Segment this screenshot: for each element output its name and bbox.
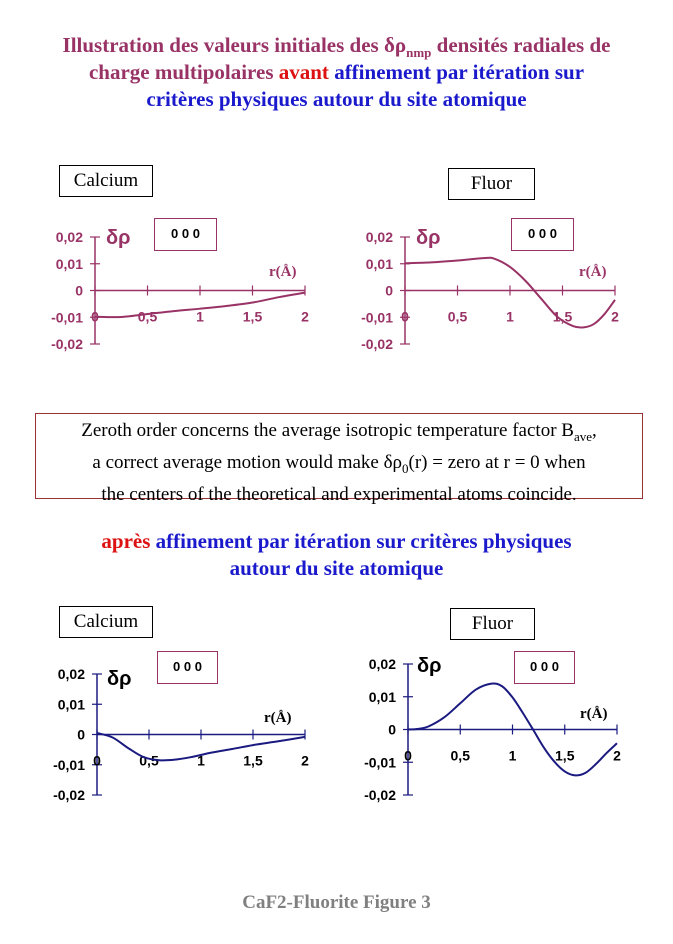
- before-calcium-y-tick-label-3: -0,01: [51, 309, 83, 326]
- after-calcium-x-axis-label: r(Å): [264, 710, 292, 726]
- before-calcium-x-tick-label-2: 1: [196, 308, 204, 325]
- after-fluor-y-tick-label-3: -0,01: [364, 754, 396, 771]
- before-calcium-y-tick-label-1: 0,01: [55, 255, 83, 272]
- note-line-1-text: Zeroth order concerns the average isotropic temperature factor B: [81, 420, 574, 441]
- before-calcium-x-tick-label-1: 0,5: [137, 308, 158, 325]
- before-fluor-y-tick-label-1: 0,01: [365, 255, 393, 272]
- header-line-1-subscript: nmp: [406, 45, 432, 61]
- after-fluor-y-tick-label-4: -0,02: [364, 787, 396, 803]
- after-calcium-x-tick-label-0: 0: [93, 752, 101, 769]
- before-fluor-y-axis-label: δρ: [416, 227, 441, 249]
- fluor-label-bottom: Fluor: [450, 608, 535, 640]
- before-fluor-x-tick-label-1: 0,5: [447, 308, 468, 325]
- before-calcium-y-tick-label-0: 0,02: [55, 229, 83, 245]
- note-line-1-end: ,: [592, 420, 597, 441]
- before-calcium-x-tick-label-0: 0: [91, 308, 99, 325]
- figure-caption: CaF2-Fluorite Figure 3: [242, 892, 431, 913]
- after-calcium-y-tick-label-2: 0: [77, 726, 85, 743]
- note-line-2: [36, 450, 642, 482]
- after-fluor-y-tick-label-0: 0,02: [368, 656, 396, 672]
- before-fluor-y-tick-label-4: -0,02: [361, 336, 393, 352]
- header-line-1-text-end: densités radiales de: [431, 33, 611, 57]
- after-fluor-y-axis-label: δρ: [417, 655, 442, 677]
- after-calcium-x-tick-label-1: 0,5: [139, 752, 159, 769]
- after-line-2: autour du site atomique: [229, 556, 444, 580]
- header-line-2-text-end: affinement par itération sur: [328, 60, 585, 84]
- after-fluor-x-tick-label-4: 2: [613, 747, 621, 764]
- before-fluor-x-tick-label-2: 1: [506, 308, 514, 325]
- after-fluor-y-tick-label-2: 0: [388, 721, 396, 738]
- after-fluor-y-tick-label-1: 0,01: [368, 688, 396, 705]
- after-calcium-x-tick-label-3: 1,5: [243, 752, 263, 769]
- tag-after-fluor: 0 0 0: [514, 651, 575, 684]
- before-fluor-x-tick-label-0: 0: [401, 308, 409, 325]
- tag-after-calcium: 0 0 0: [157, 651, 218, 684]
- before-calcium-x-tick-label-3: 1,5: [242, 308, 263, 325]
- before-calcium-y-tick-label-2: 0: [75, 282, 83, 299]
- tag-before-fluor: 0 0 0: [511, 218, 574, 251]
- note-line-1-subscript: ave: [573, 428, 592, 444]
- before-fluor-y-tick-label-3: -0,01: [361, 309, 393, 326]
- zeroth-order-note: [35, 413, 643, 505]
- after-calcium-y-tick-label-0: 0,02: [57, 666, 85, 682]
- after-line-1: [0, 528, 673, 555]
- after-word: après: [101, 529, 151, 553]
- fluor-label-top: Fluor: [448, 168, 535, 200]
- note-line-2-end: (r) = zero at r = 0 when: [408, 451, 586, 473]
- after-line-1-text: affinement par itération sur critères physiques: [150, 529, 572, 553]
- after-fluor-x-tick-label-2: 1: [508, 747, 517, 764]
- before-fluor-y-tick-label-2: 0: [385, 282, 393, 299]
- before-calcium-y-tick-label-4: -0,02: [51, 336, 83, 352]
- before-fluor-y-tick-label-0: 0,02: [365, 229, 393, 245]
- after-fluor-x-tick-label-0: 0: [404, 747, 412, 764]
- header-line-1-text: Illustration des valeurs initiales des δρ: [62, 33, 407, 57]
- note-line-2-subscript: 0: [402, 460, 409, 476]
- after-fluor-x-axis-label: r(Å): [580, 706, 608, 722]
- after-fluor-x-tick-label-1: 0,5: [450, 747, 470, 764]
- after-calcium-x-tick-label-2: 1: [197, 752, 205, 769]
- before-fluor-x-tick-label-3: 1,5: [552, 308, 573, 325]
- after-fluor-x-tick-label-3: 1,5: [555, 747, 575, 764]
- after-calcium-y-tick-label-3: -0,01: [53, 756, 85, 773]
- note-line-2-text: a correct average motion would make δρ: [92, 451, 403, 473]
- after-calcium-y-axis-label: δρ: [107, 668, 132, 690]
- header-line-3: critères physiques autour du site atomique: [146, 87, 527, 111]
- before-calcium-y-axis-label: δρ: [106, 227, 131, 249]
- calcium-label-top: Calcium: [59, 165, 153, 197]
- after-calcium-y-tick-label-4: -0,02: [53, 787, 85, 803]
- header-avant-word: avant: [278, 60, 329, 84]
- before-calcium-x-tick-label-4: 2: [301, 308, 309, 325]
- before-fluor-x-tick-label-4: 2: [611, 308, 619, 325]
- before-fluor-x-axis-label: r(Å): [579, 264, 607, 280]
- after-calcium-y-tick-label-1: 0,01: [57, 696, 85, 713]
- note-line-1: [36, 418, 642, 450]
- tag-before-calcium: 0 0 0: [154, 218, 217, 251]
- after-calcium-x-tick-label-4: 2: [301, 752, 309, 769]
- before-calcium-x-axis-label: r(Å): [269, 264, 297, 280]
- note-line-3: the centers of the theoretical and experimental atoms coincide.: [101, 483, 577, 505]
- header-line-2-text: charge multipolaires: [88, 60, 279, 84]
- calcium-label-bottom: Calcium: [59, 606, 153, 638]
